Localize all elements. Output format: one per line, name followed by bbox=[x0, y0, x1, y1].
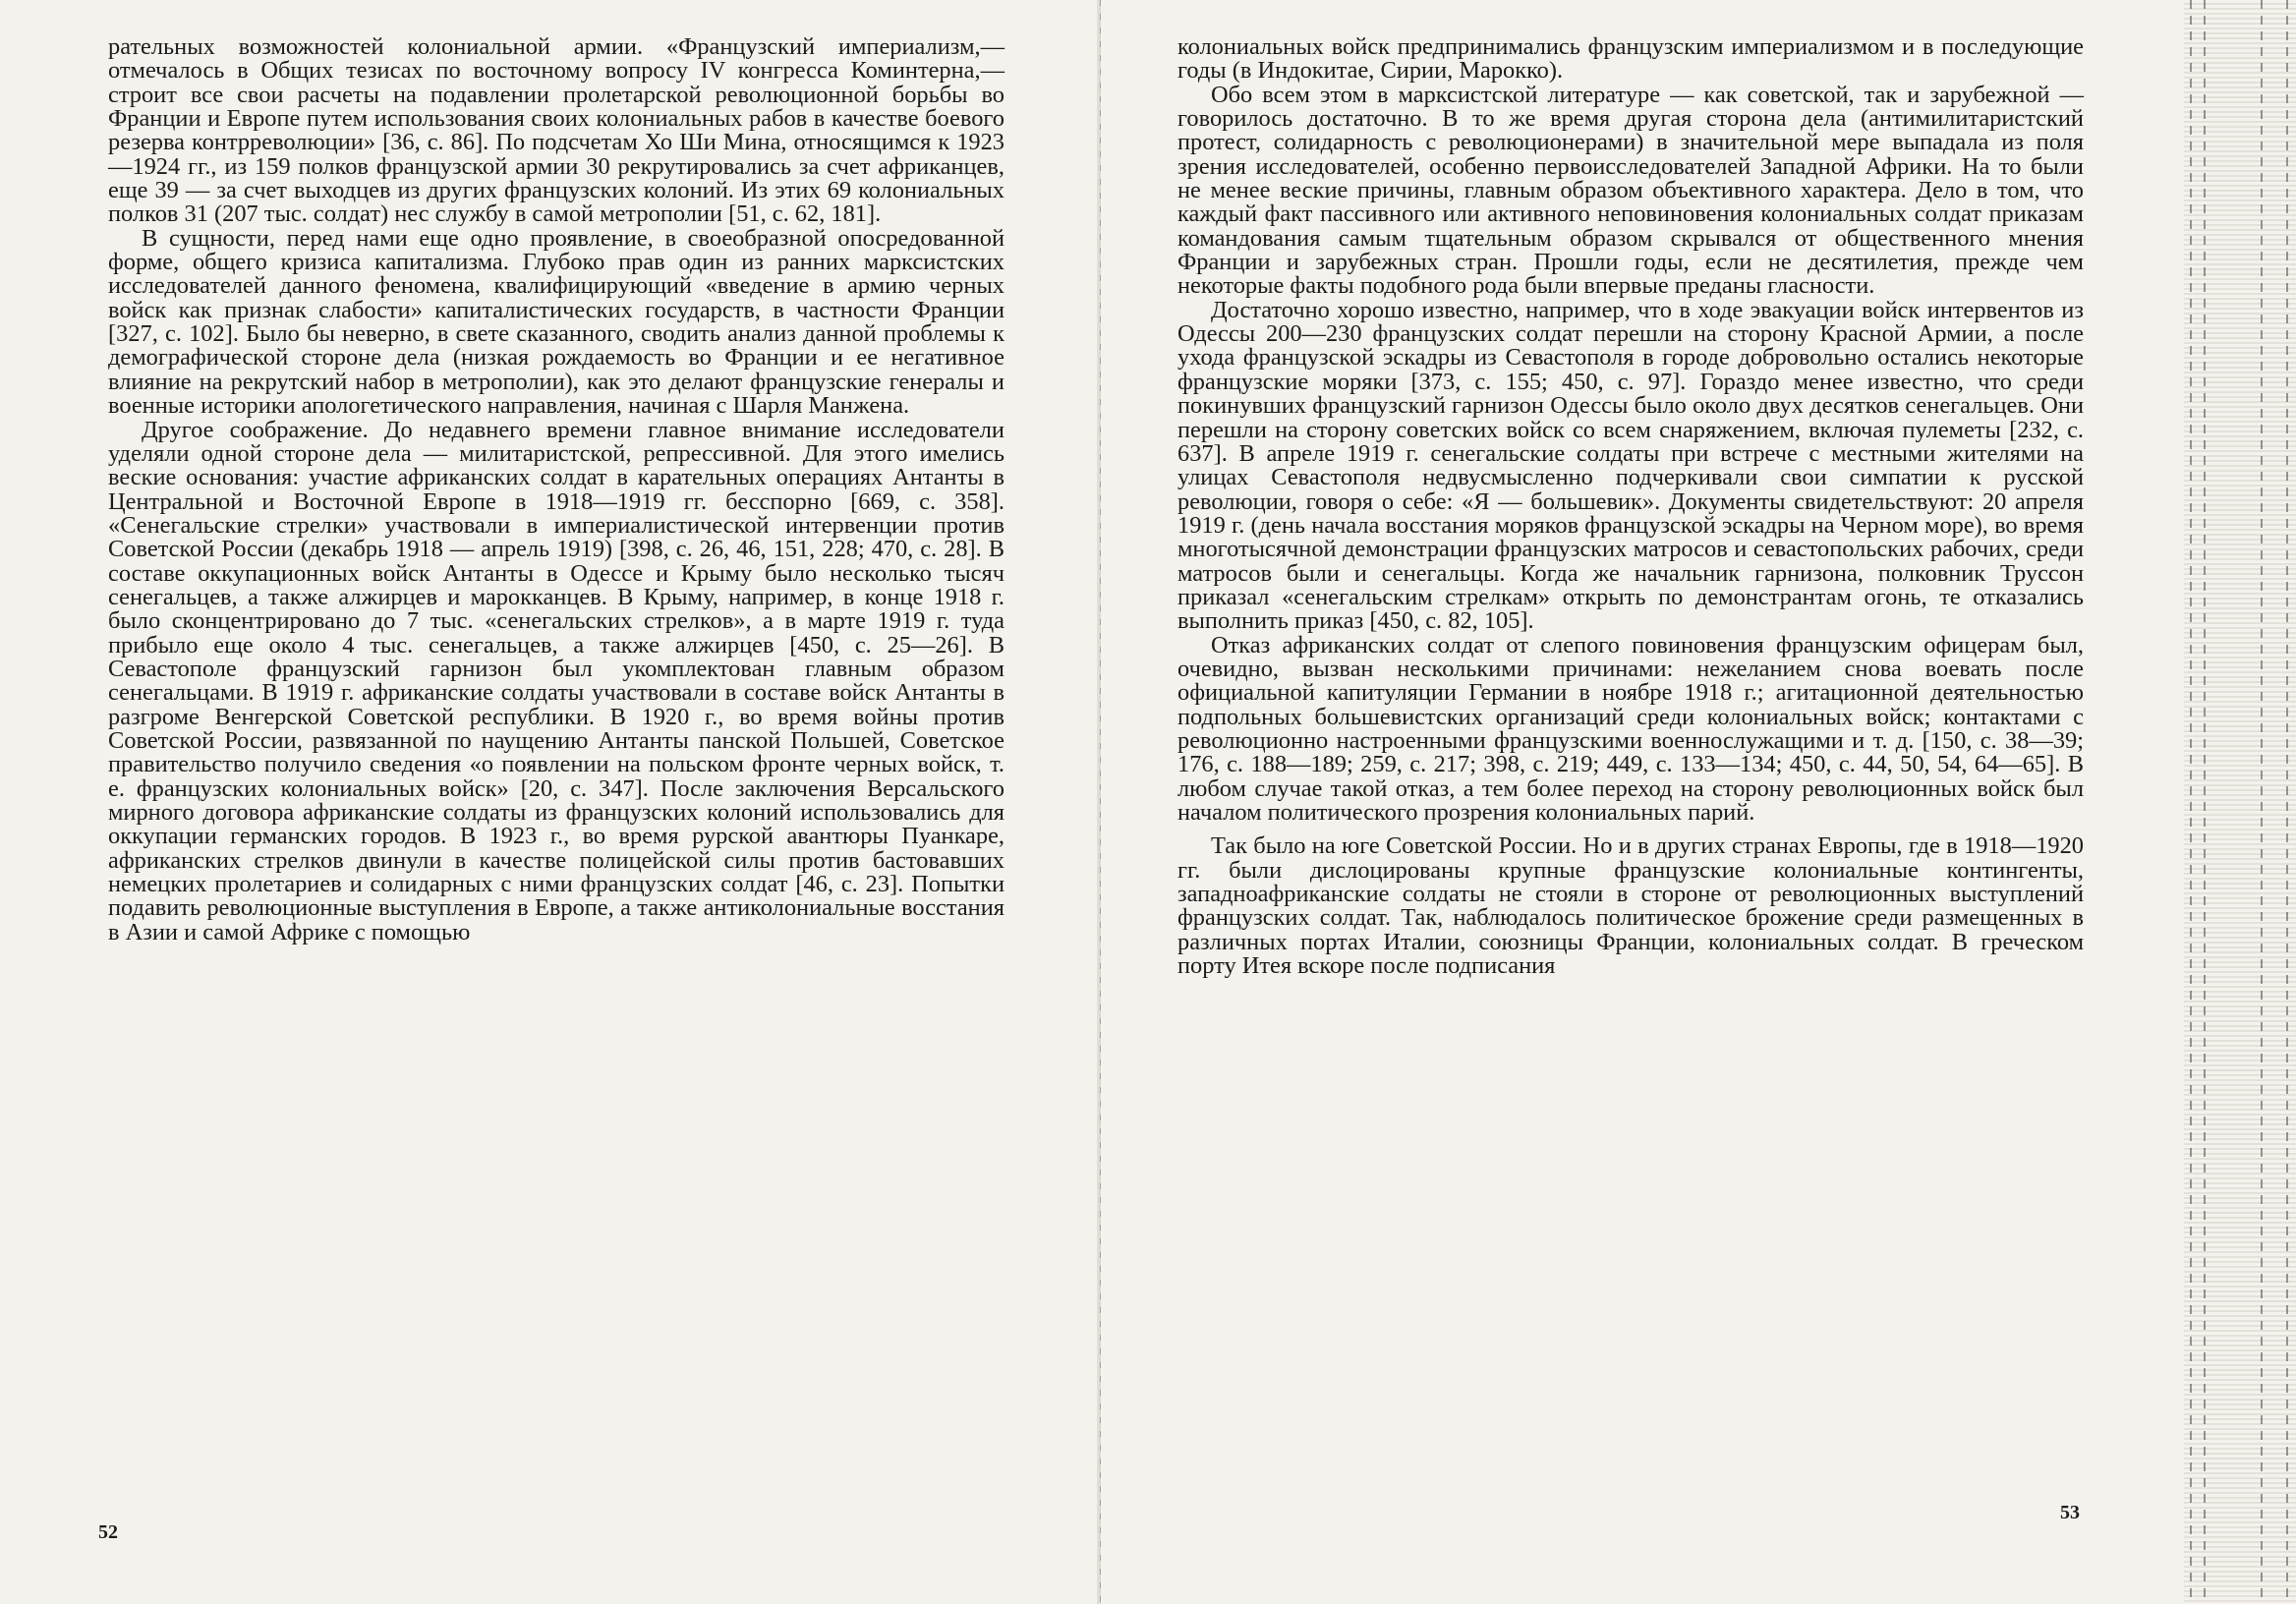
paragraph: Другое соображение. До недавнего времени главное внимание исследователи уделяли одной стороне дела — милитаристской, репрессивной. Для этого имелись веские основания: участие африканских солдат в карательных операциях Антанты в Центральной и Восточной Европе в 1918—1919 гг. бесспорно [669, с. 358]. «Сенегальские стрелки» участвовали в империалистической интервенции против Советской России (декабрь 1918 — апрель 1919) [398, с. 26, 46, 151, 228; 470, с. 28]. В составе оккупационных войск Антанты в Одессе и Крыму было несколько тысяч сенегальцев, а также алжирцев и марокканцев. В Крыму, например, в конце 1918 г. было сконцентрировано до 7 тыс. «сенегальских стрелков», а в марте 1919 г. туда прибыло еще около 4 тыс. сенегальцев, а также алжирцев [450, с. 25—26]. В Севастополе французский гарнизон был укомплектован главным образом сенегальцами. В 1919 г. африканские солдаты участвовали в составе войск Антанты в разгроме Венгерской Советской республики. В 1920 г., во время войны против Советской России, развязанной по наущению Антанты панской Польшей, Советское правительство получило сведения «о появлении на польском фронте черных войск, т. е. французских колониальных войск» [20, с. 347]. После заключения Версальского мирного договора африканские солдаты из французских колоний использовались для оккупации германских городов. В 1923 г., во время рурской авантюры Пуанкаре, африканских стрелков двинули в качестве полицейской силы против бастовавших немецких пролетариев и солидарных с ними французских солдат [46, с. 23]. Попытки подавить революционные выступления в Европе, а также антиколониальные восстания в Азии и самой Африке с помощью bbox=[108, 416, 1004, 945]
left-page bbox=[0, 0, 1101, 1604]
page-edge-scan-artifact bbox=[2184, 0, 2296, 1604]
scan-line bbox=[2261, 0, 2263, 1604]
paragraph: Отказ африканских солдат от слепого повиновения французским офицерам был, очевидно, вызван несколькими причинами: нежеланием снова воевать после официальной капитуляции Германии в ноябре 1918 г.; агитационной деятельностью подпольных большевистских организаций среди колониальных войск; контактами с революционно настроенными французскими военнослужащими и т. д. [150, с. 38—39; 176, с. 188—189; 259, с. 217; 398, с. 219; 449, с. 133—134; 450, с. 44, 50, 54, 64—65]. В любом случае такой отказ, а тем более переход на сторону революционных войск был началом политического прозрения колониальных парий. bbox=[1177, 631, 2084, 826]
paragraph: Достаточно хорошо известно, например, что в ходе эвакуации войск интервентов из Одессы 200—230 французских солдат перешли на сторону Красной Армии, а после ухода французской эскадры из Севастополя в городе добровольно остались некоторые французские моряки [373, с. 155; 450, с. 97]. Гораздо менее известно, что среди покинувших французский гарнизон Одессы было около двух десятков сенегальцев. Они перешли на сторону советских войск со всем снаряжением, включая пулеметы [232, с. 637]. В апреле 1919 г. сенегальские солдаты при встрече с местными жителями на улицах Севастополя недвусмысленно подчеркивали свои симпатии к русской революции, говоря о себе: «Я — большевик». Документы свидетельствуют: 20 апреля 1919 г. (день начала восстания моряков французской эскадры на Черном море), во время многотысячной демонстрации французских матросов и севастопольских рабочих, среди матросов были и сенегальцы. Когда же начальник гарнизона, полковник Труссон приказал «сенегальским стрелкам» открыть по демонстрантам огонь, те отказались выполнить приказ [450, с. 82, 105]. bbox=[1177, 296, 2084, 635]
left-page-text bbox=[108, 35, 1004, 945]
right-page-text bbox=[1177, 35, 2084, 978]
paragraph: В сущности, перед нами еще одно проявление, в своеобразной опосредованной форме, общего кризиса капитализма. Глубоко прав один из ранних марксистских исследователей данного феномена, квалифицирующий «введение в армию черных войск как признак слабости» капиталистических государств, в частности Франции [327, с. 102]. Было бы неверно, в свете сказанного, сводить анализ данной проблемы к демографической стороне дела (низкая рождаемость во Франции и ее негативное влияние на рекрутский набор в метрополии), как это делают французские генералы и военные историки апологетического направления, начиная с Шарля Манжена. bbox=[108, 224, 1004, 420]
paragraph: Так было на юге Советской России. Но и в других странах Европы, где в 1918—1920 гг. были дислоцированы крупные французские колониальные контингенты, западноафриканские солдаты не стояли в стороне от революционных выступлений французских солдат. Так, наблюдалось политическое брожение среди размещенных в различных портах Италии, союзницы Франции, колониальных солдат. В греческом порту Итея вскоре после подписания bbox=[1177, 832, 2084, 980]
scan-line bbox=[2190, 0, 2192, 1604]
paragraph: Обо всем этом в марксистской литературе — как советской, так и зарубежной — говорилось достаточно. В то же время другая сторона дела (антимилитаристский протест, солидарность с революционерами) в значительной мере выпадала из поля зрения исследователей, особенно первоисследователей Западной Африки. На то были не менее веские причины, главным образом объективного характера. Дело в том, что каждый факт пассивного или активного неповиновения колониальных солдат приказам командования самым тщательным образом скрывался от общественного мнения Франции и зарубежных стран. Прошли годы, если не десятилетия, прежде чем некоторые факты подобного рода были впервые преданы гласности. bbox=[1177, 81, 2084, 300]
scan-line bbox=[2286, 0, 2288, 1604]
page-number: 53 bbox=[2060, 1502, 2080, 1523]
paragraph: колониальных войск предпринимались французским империализмом и в последующие годы (в Индокитае, Сирии, Марокко). bbox=[1177, 33, 2084, 85]
paragraph: рательных возможностей колониальной армии. «Французский империализм,— отмечалось в Общих тезисах по восточному вопросу IV конгресса Коминтерна,— строит все свои расчеты на подавлении пролетарской революционной борьбы во Франции и Европе путем использования своих колониальных рабов в качестве боевого резерва контрреволюции» [36, с. 86]. По подсчетам Хо Ши Мина, относящимся к 1923—1924 гг., из 159 полков французской армии 30 рекрутировались за счет африканцев, еще 39 — за счет выходцев из других французских колоний. Из этих 69 колониальных полков 31 (207 тыс. солдат) нес службу в самой метрополии [51, с. 62, 181]. bbox=[108, 33, 1004, 228]
scan-line bbox=[2204, 0, 2206, 1604]
page-number: 52 bbox=[98, 1521, 118, 1543]
